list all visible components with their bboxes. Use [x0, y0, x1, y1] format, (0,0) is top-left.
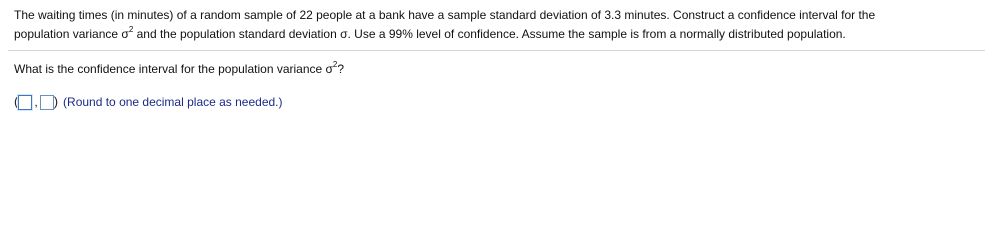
rounding-hint: (Round to one decimal place as needed.) [63, 95, 283, 109]
lower-bound-input[interactable] [18, 95, 32, 110]
problem-text-2b: and the population standard deviation σ. Use a 99% level of confidence. Assume the sample is from a normally distributed population. [133, 27, 846, 41]
close-paren: ) [53, 94, 59, 109]
problem-line-1 [14, 6, 974, 25]
problem-text-2a: population variance σ [14, 27, 129, 41]
question-superscript-2: 2 [332, 60, 338, 69]
open-paren: ( [14, 94, 19, 109]
superscript-2: 2 [128, 25, 134, 34]
problem-statement [14, 6, 974, 44]
problem-text-1: The waiting times (in minutes) of a random sample of 22 people at a bank have a sample standard deviation of 3.3 minutes. Construct a confidence interval for the [14, 8, 876, 22]
question-text-b: ? [337, 62, 345, 76]
answer-row [14, 93, 283, 111]
interval-comma: , [34, 95, 38, 109]
question-prompt [14, 61, 344, 77]
question-text-a: What is the confidence interval for the population variance σ [14, 62, 333, 76]
problem-line-2 [14, 25, 974, 44]
upper-bound-input[interactable] [40, 95, 54, 110]
section-divider [8, 50, 985, 51]
